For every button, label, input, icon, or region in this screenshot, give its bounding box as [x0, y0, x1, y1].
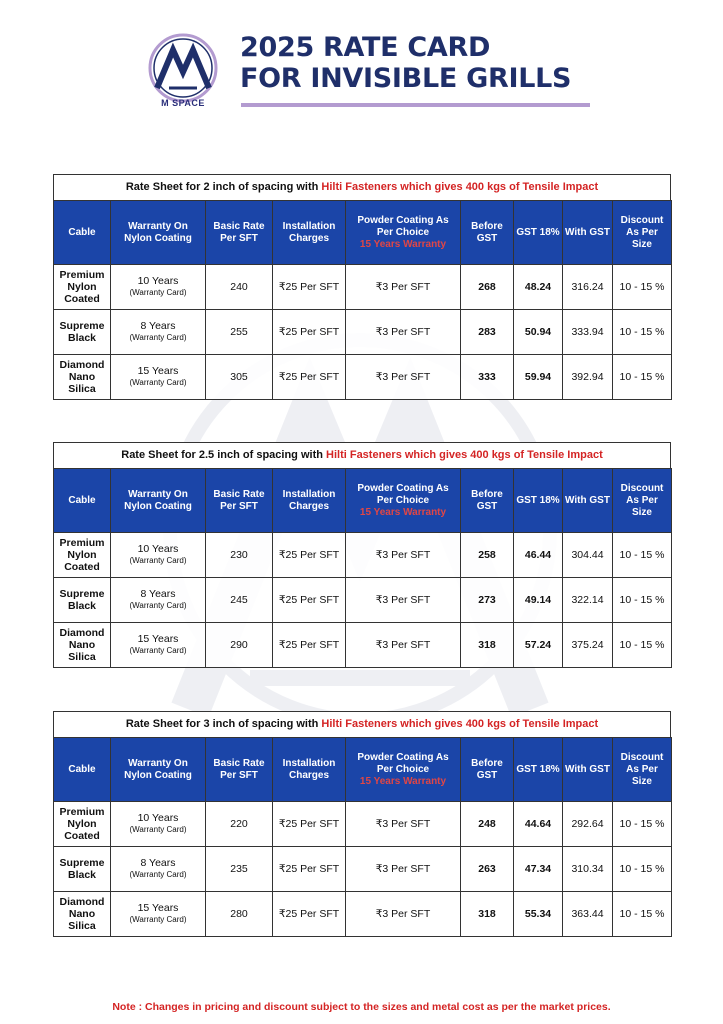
- warranty-years: 10 Years: [137, 275, 179, 287]
- cell-powder: ₹3 Per SFT: [346, 802, 461, 847]
- col-with-gst: With GST: [563, 738, 613, 802]
- cell-installation: ₹25 Per SFT: [273, 578, 346, 623]
- cell-basic-rate: 290: [206, 623, 273, 668]
- cell-discount: 10 - 15 %: [613, 892, 672, 937]
- rate-table: [53, 468, 672, 668]
- col-basic-rate: Basic Rate Per SFT: [206, 201, 273, 265]
- warranty-note: (Warranty Card): [129, 333, 187, 342]
- cell-cable: Premium Nylon Coated: [54, 802, 111, 847]
- cell-powder: ₹3 Per SFT: [346, 265, 461, 310]
- cell-powder: ₹3 Per SFT: [346, 533, 461, 578]
- table-row: [54, 623, 672, 668]
- cell-discount: 10 - 15 %: [613, 265, 672, 310]
- cell-warranty: [111, 802, 206, 847]
- caption-highlight: Hilti Fasteners which gives 400 kgs of Tensile Impact: [321, 181, 599, 193]
- cell-gst: 44.64: [514, 802, 563, 847]
- cell-discount: 10 - 15 %: [613, 355, 672, 400]
- cell-basic-rate: 220: [206, 802, 273, 847]
- title-underline: [241, 103, 590, 107]
- col-discount: Discount As Per Size: [613, 469, 672, 533]
- title-line-1: 2025 RATE CARD: [240, 32, 491, 63]
- cell-cable: Diamond Nano Silica: [54, 892, 111, 937]
- col-gst: GST 18%: [514, 738, 563, 802]
- page-header: [0, 22, 723, 122]
- rate-sheet-3-inch: [53, 711, 671, 937]
- cell-powder: ₹3 Per SFT: [346, 847, 461, 892]
- table-row: [54, 355, 672, 400]
- cell-with-gst: 322.14: [563, 578, 613, 623]
- powder-label: Powder Coating As Per Choice: [357, 482, 449, 506]
- cell-installation: ₹25 Per SFT: [273, 265, 346, 310]
- col-before-gst: Before GST: [461, 201, 514, 265]
- cell-installation: ₹25 Per SFT: [273, 355, 346, 400]
- col-basic-rate: Basic Rate Per SFT: [206, 738, 273, 802]
- col-cable: Cable: [54, 201, 111, 265]
- col-basic-rate: Basic Rate Per SFT: [206, 469, 273, 533]
- cell-with-gst: 310.34: [563, 847, 613, 892]
- col-discount: Discount As Per Size: [613, 201, 672, 265]
- warranty-years: 8 Years: [140, 320, 176, 332]
- cell-with-gst: 392.94: [563, 355, 613, 400]
- cell-powder: ₹3 Per SFT: [346, 892, 461, 937]
- cell-basic-rate: 230: [206, 533, 273, 578]
- col-powder-coating: [346, 469, 461, 533]
- cell-warranty: [111, 578, 206, 623]
- warranty-years: 15 Years: [137, 902, 179, 914]
- cell-gst: 55.34: [514, 892, 563, 937]
- rate-sheet-2-5-inch: [53, 442, 671, 668]
- pricing-note: Note : Changes in pricing and discount subject to the sizes and metal cost as per the market prices.: [112, 1001, 611, 1013]
- powder-warranty-label: 15 Years Warranty: [359, 506, 447, 518]
- cell-basic-rate: 305: [206, 355, 273, 400]
- cell-with-gst: 304.44: [563, 533, 613, 578]
- warranty-years: 10 Years: [137, 812, 179, 824]
- cell-powder: ₹3 Per SFT: [346, 623, 461, 668]
- cell-discount: 10 - 15 %: [613, 533, 672, 578]
- cell-basic-rate: 280: [206, 892, 273, 937]
- cell-cable: Premium Nylon Coated: [54, 265, 111, 310]
- title-line-2: FOR INVISIBLE GRILLS: [240, 63, 572, 94]
- cell-before-gst: 318: [461, 892, 514, 937]
- col-warranty: Warranty On Nylon Coating: [111, 738, 206, 802]
- powder-warranty-label: 15 Years Warranty: [359, 775, 447, 787]
- col-before-gst: Before GST: [461, 738, 514, 802]
- cell-basic-rate: 255: [206, 310, 273, 355]
- warranty-note: (Warranty Card): [129, 378, 187, 387]
- cell-powder: ₹3 Per SFT: [346, 355, 461, 400]
- page-title: [240, 32, 571, 94]
- sheet-caption: [53, 174, 671, 200]
- col-installation: Installation Charges: [273, 201, 346, 265]
- cell-discount: 10 - 15 %: [613, 578, 672, 623]
- cell-warranty: [111, 355, 206, 400]
- table-row: [54, 265, 672, 310]
- cell-before-gst: 273: [461, 578, 514, 623]
- cell-warranty: [111, 892, 206, 937]
- caption-prefix: Rate Sheet for 2 inch of spacing with: [125, 181, 322, 193]
- cell-gst: 46.44: [514, 533, 563, 578]
- cell-with-gst: 292.64: [563, 802, 613, 847]
- cell-with-gst: 363.44: [563, 892, 613, 937]
- warranty-years: 15 Years: [137, 633, 179, 645]
- table-row: [54, 847, 672, 892]
- warranty-note: (Warranty Card): [129, 646, 187, 655]
- cell-before-gst: 283: [461, 310, 514, 355]
- sheet-caption: [53, 711, 671, 737]
- warranty-note: (Warranty Card): [129, 601, 187, 610]
- cell-with-gst: 333.94: [563, 310, 613, 355]
- col-gst: GST 18%: [514, 469, 563, 533]
- col-with-gst: With GST: [563, 469, 613, 533]
- cell-installation: ₹25 Per SFT: [273, 623, 346, 668]
- cell-installation: ₹25 Per SFT: [273, 802, 346, 847]
- cell-discount: 10 - 15 %: [613, 847, 672, 892]
- cell-before-gst: 258: [461, 533, 514, 578]
- table-header-row: [54, 469, 672, 533]
- cell-discount: 10 - 15 %: [613, 623, 672, 668]
- cell-with-gst: 316.24: [563, 265, 613, 310]
- powder-label: Powder Coating As Per Choice: [357, 751, 449, 775]
- col-discount: Discount As Per Size: [613, 738, 672, 802]
- cell-installation: ₹25 Per SFT: [273, 533, 346, 578]
- cell-basic-rate: 240: [206, 265, 273, 310]
- cell-warranty: [111, 623, 206, 668]
- cell-warranty: [111, 847, 206, 892]
- table-row: [54, 892, 672, 937]
- cell-before-gst: 263: [461, 847, 514, 892]
- rate-table: [53, 200, 672, 400]
- cell-with-gst: 375.24: [563, 623, 613, 668]
- cell-warranty: [111, 533, 206, 578]
- cell-warranty: [111, 265, 206, 310]
- cell-powder: ₹3 Per SFT: [346, 310, 461, 355]
- warranty-years: 8 Years: [140, 857, 176, 869]
- cell-warranty: [111, 310, 206, 355]
- cell-cable: Diamond Nano Silica: [54, 355, 111, 400]
- table-row: [54, 578, 672, 623]
- table-header-row: [54, 738, 672, 802]
- warranty-years: 10 Years: [137, 543, 179, 555]
- cell-before-gst: 248: [461, 802, 514, 847]
- col-cable: Cable: [54, 469, 111, 533]
- cell-discount: 10 - 15 %: [613, 310, 672, 355]
- cell-gst: 59.94: [514, 355, 563, 400]
- cell-gst: 48.24: [514, 265, 563, 310]
- col-with-gst: With GST: [563, 201, 613, 265]
- col-powder-coating: [346, 738, 461, 802]
- col-before-gst: Before GST: [461, 469, 514, 533]
- warranty-note: (Warranty Card): [129, 825, 187, 834]
- cell-cable: Diamond Nano Silica: [54, 623, 111, 668]
- powder-label: Powder Coating As Per Choice: [357, 214, 449, 238]
- cell-cable: Premium Nylon Coated: [54, 533, 111, 578]
- cell-installation: ₹25 Per SFT: [273, 892, 346, 937]
- col-warranty: Warranty On Nylon Coating: [111, 469, 206, 533]
- cell-basic-rate: 245: [206, 578, 273, 623]
- cell-before-gst: 318: [461, 623, 514, 668]
- table-header-row: [54, 201, 672, 265]
- cell-powder: ₹3 Per SFT: [346, 578, 461, 623]
- col-installation: Installation Charges: [273, 738, 346, 802]
- cell-gst: 47.34: [514, 847, 563, 892]
- cell-gst: 49.14: [514, 578, 563, 623]
- logo-wordmark: M SPACE: [161, 98, 205, 108]
- col-gst: GST 18%: [514, 201, 563, 265]
- warranty-note: (Warranty Card): [129, 288, 187, 297]
- cell-cable: Supreme Black: [54, 847, 111, 892]
- cell-gst: 50.94: [514, 310, 563, 355]
- table-row: [54, 802, 672, 847]
- col-warranty: Warranty On Nylon Coating: [111, 201, 206, 265]
- col-powder-coating: [346, 201, 461, 265]
- rate-table: [53, 737, 672, 937]
- col-cable: Cable: [54, 738, 111, 802]
- warranty-note: (Warranty Card): [129, 870, 187, 879]
- table-row: [54, 533, 672, 578]
- cell-discount: 10 - 15 %: [613, 802, 672, 847]
- cell-before-gst: 268: [461, 265, 514, 310]
- warranty-note: (Warranty Card): [129, 915, 187, 924]
- rate-sheet-2-inch: [53, 174, 671, 400]
- cell-cable: Supreme Black: [54, 310, 111, 355]
- caption-prefix: Rate Sheet for 3 inch of spacing with: [125, 718, 322, 730]
- caption-highlight: Hilti Fasteners which gives 400 kgs of Tensile Impact: [326, 449, 603, 461]
- caption-highlight: Hilti Fasteners which gives 400 kgs of Tensile Impact: [321, 718, 599, 730]
- col-installation: Installation Charges: [273, 469, 346, 533]
- cell-installation: ₹25 Per SFT: [273, 847, 346, 892]
- sheet-caption: [53, 442, 671, 468]
- cell-before-gst: 333: [461, 355, 514, 400]
- warranty-years: 8 Years: [140, 588, 176, 600]
- warranty-years: 15 Years: [137, 365, 179, 377]
- cell-basic-rate: 235: [206, 847, 273, 892]
- caption-prefix: Rate Sheet for 2.5 inch of spacing with: [121, 449, 327, 461]
- warranty-note: (Warranty Card): [129, 556, 187, 565]
- table-row: [54, 310, 672, 355]
- cell-cable: Supreme Black: [54, 578, 111, 623]
- powder-warranty-label: 15 Years Warranty: [359, 238, 447, 250]
- cell-gst: 57.24: [514, 623, 563, 668]
- cell-installation: ₹25 Per SFT: [273, 310, 346, 355]
